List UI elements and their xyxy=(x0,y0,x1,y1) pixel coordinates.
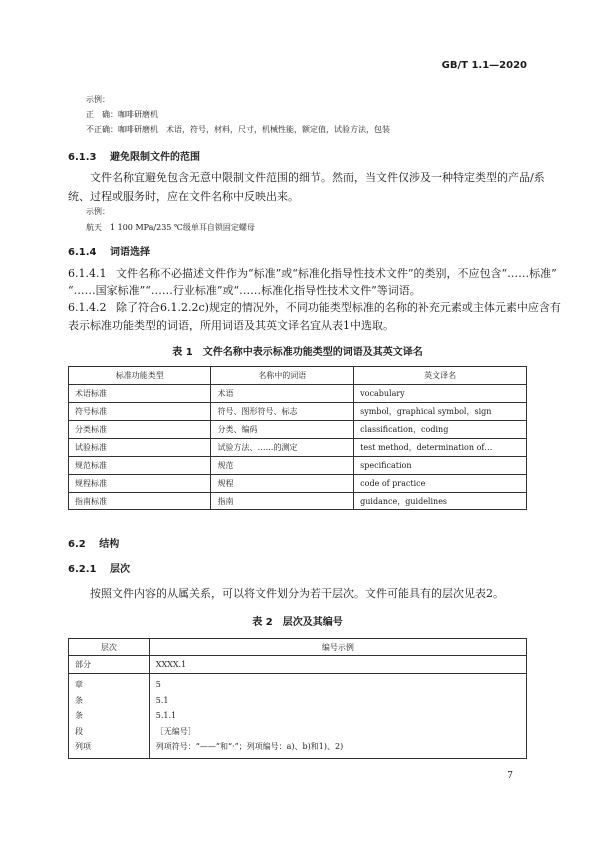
table-header-cell: 名称中的词语 xyxy=(211,367,354,385)
table-row xyxy=(69,475,527,493)
table-cell: 规程 xyxy=(211,475,354,493)
level-name: 段 xyxy=(75,726,83,736)
table-cell: 指南标准 xyxy=(69,493,211,510)
example-label: 示例： xyxy=(86,95,110,104)
table-cell: 规范 xyxy=(211,457,354,475)
table-cell: 部分 xyxy=(69,656,150,674)
table-cell: 分类标准 xyxy=(69,421,211,439)
paragraph-line: “……国家标准”“……行业标准”或“……标准化指导性技术文件”等词语。 xyxy=(68,284,421,297)
level-name: 章 xyxy=(75,680,83,689)
table-row xyxy=(69,457,527,475)
level-name: 条 xyxy=(75,711,83,720)
table-cell: guidance，guidelines xyxy=(354,493,527,510)
table-cell xyxy=(149,674,526,759)
section-number: 6.2 xyxy=(68,539,86,550)
section-heading-6-1-3 xyxy=(68,148,200,163)
level-name: 列项 xyxy=(75,742,91,751)
table-row xyxy=(69,656,527,674)
clause-text: 除了符合6.1.2.2c)规定的情况外，不同功能类型标准的名称的补充元素或主体元素中应含有 xyxy=(115,301,561,314)
table-1 xyxy=(68,366,527,510)
paragraph-line: 统、过程或服务时，应在文件名称中反映出来。 xyxy=(68,190,299,203)
page-number: 7 xyxy=(507,771,513,781)
table-cell: symbol，graphical symbol，sign xyxy=(354,403,527,421)
clause-text: 文件名称不必描述文件作为“标准”或“标准化指导性技术文件”的类别，不应包含“……标准” xyxy=(115,267,557,280)
clause-number: 6.1.4.2 xyxy=(68,301,107,314)
table-header-cell: 英文译名 xyxy=(354,367,527,385)
table-2 xyxy=(68,638,527,759)
section-title: 避免限制文件的范围 xyxy=(109,152,200,163)
table-cell: 符号标准 xyxy=(69,403,211,421)
table-header-row xyxy=(69,367,527,385)
paragraph-line: 表示标准功能类型的词语，所用词语及其英文译名宜从表1中选取。 xyxy=(68,319,394,332)
numbering-example: 5.1.1 xyxy=(155,711,177,720)
table-row xyxy=(69,439,527,457)
clause-6-1-4-2-line xyxy=(68,299,561,315)
table-row xyxy=(69,674,527,759)
table-row xyxy=(69,403,527,421)
example-label: 示例： xyxy=(86,207,110,216)
clause-number: 6.1.4.1 xyxy=(68,267,107,280)
section-heading-6-1-4 xyxy=(68,243,150,258)
table-row xyxy=(69,493,527,510)
table-row xyxy=(69,385,527,403)
table-cell: 规范标准 xyxy=(69,457,211,475)
numbering-example: 5.1 xyxy=(155,695,169,705)
section-title: 词语选择 xyxy=(109,247,150,258)
table-cell: 试验标准 xyxy=(69,439,211,457)
table-2-caption: 表 2 层次及其编号 xyxy=(252,617,343,628)
example-text: 航天 1 100 MPa/235 ℃级单耳自锁固定螺母 xyxy=(86,223,255,232)
table-cell: 术语标准 xyxy=(69,385,211,403)
table-row xyxy=(69,421,527,439)
section-heading-6-2-1 xyxy=(68,560,130,575)
table-cell: 符号、图形符号、标志 xyxy=(211,403,354,421)
table-cell: 术语 xyxy=(211,385,354,403)
numbering-example: ［无编号］ xyxy=(155,726,196,736)
standard-code: GB/T 1.1—2020 xyxy=(441,60,527,71)
section-number: 6.1.4 xyxy=(68,247,97,258)
paragraph-line: 文件名称宜避免包含无意中限制文件范围的细节。然而，当文件仅涉及一种特定类型的产品/系 xyxy=(90,171,545,184)
table-1-caption: 表 1 文件名称中表示标准功能类型的词语及其英文译名 xyxy=(172,347,423,358)
table-cell: XXXX.1 xyxy=(149,656,526,674)
paragraph-line: 按照文件内容的从属关系，可以将文件划分为若干层次。文件可能具有的层次见表2。 xyxy=(90,587,504,600)
section-title: 层次 xyxy=(109,564,130,575)
section-number: 6.2.1 xyxy=(68,564,97,575)
table-cell: classification，coding xyxy=(354,421,527,439)
table-cell: test method，determination of… xyxy=(354,439,527,457)
numbering-example: 5 xyxy=(155,680,161,689)
example-incorrect: 不正确：咖啡研磨机 术语，符号，材料，尺寸，机械性能，额定值，试验方法，包装 xyxy=(86,125,390,134)
table-cell: vocabulary xyxy=(354,385,527,403)
table-cell xyxy=(69,674,150,759)
clause-6-1-4-1-line xyxy=(68,265,557,281)
table-header-cell: 标准功能类型 xyxy=(69,367,211,385)
numbering-example: 列项符号：“——”和“·”；列项编号：a)、b)和1)、2) xyxy=(155,742,344,751)
table-cell: code of practice xyxy=(354,475,527,493)
table-cell: 规程标准 xyxy=(69,475,211,493)
table-header-row xyxy=(69,639,527,656)
table-cell: 指南 xyxy=(211,493,354,510)
section-heading-6-2 xyxy=(68,535,119,550)
table-header-cell: 层次 xyxy=(69,639,150,656)
section-number: 6.1.3 xyxy=(68,152,97,163)
table-cell: 分类、编码 xyxy=(211,421,354,439)
table-header-cell: 编号示例 xyxy=(149,639,526,656)
table-cell: specification xyxy=(354,457,527,475)
level-name: 条 xyxy=(75,695,83,705)
section-title: 结构 xyxy=(99,539,120,550)
table-cell: 试验方法、……的测定 xyxy=(211,439,354,457)
example-correct: 正 确：咖啡研磨机 xyxy=(86,110,158,119)
